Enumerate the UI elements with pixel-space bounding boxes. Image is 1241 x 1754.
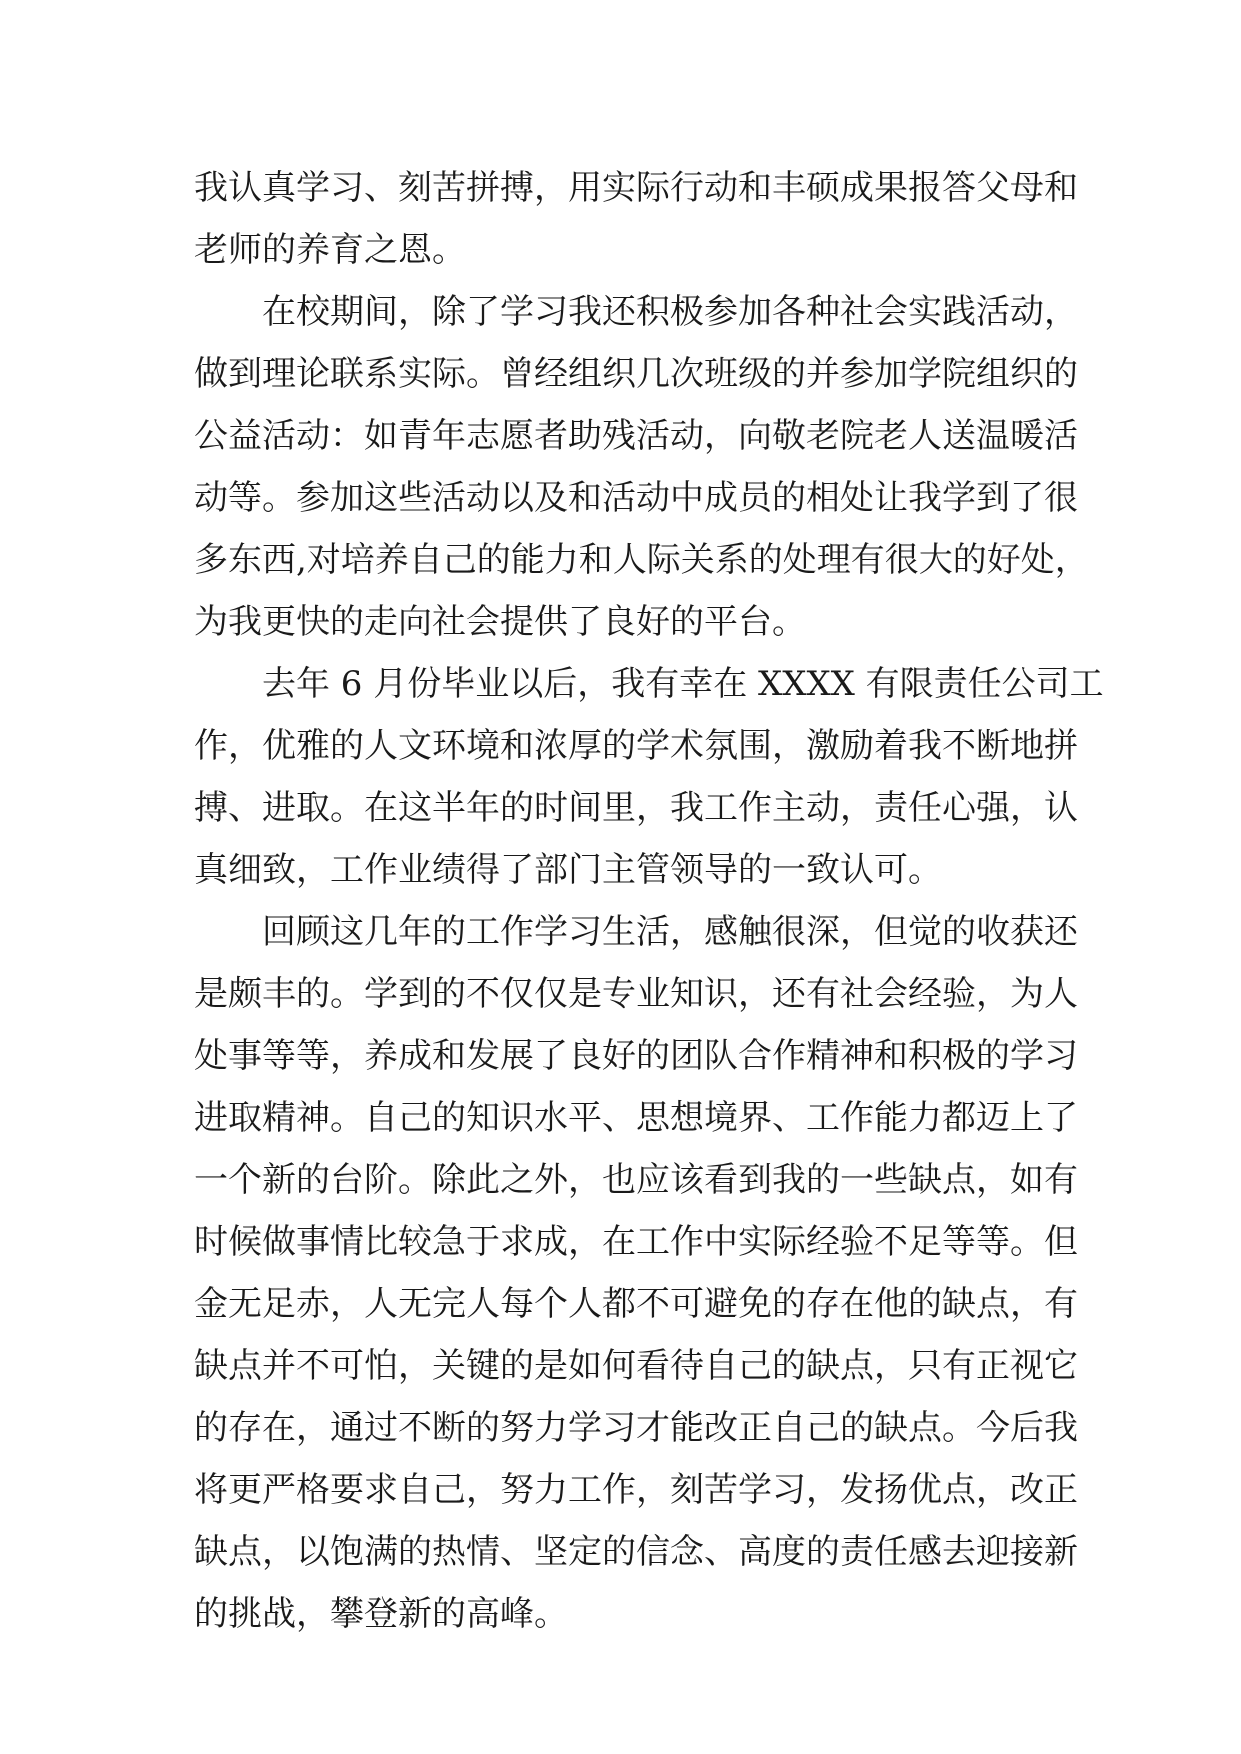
text-line: 缺点，以饱满的热情、坚定的信念、高度的责任感去迎接新 — [194, 1532, 1078, 1572]
text-line: 动等。参加这些活动以及和活动中成员的相处让我学到了很 — [194, 478, 1078, 518]
document-body — [194, 157, 1104, 1645]
text-line: 的挑战，攀登新的高峰。 — [194, 1594, 568, 1634]
paragraph-first-line: 在校期间，除了学习我还积极参加各种社会实践活动， — [262, 292, 1078, 332]
text-line: 作，优雅的人文环境和浓厚的学术氛围，激励着我不断地拼 — [194, 726, 1078, 766]
text-line: 为我更快的走向社会提供了良好的平台。 — [194, 602, 806, 642]
text-line: 时候做事情比较急于求成，在工作中实际经验不足等等。但 — [194, 1222, 1078, 1262]
paragraph-first-line: 回顾这几年的工作学习生活，感触很深，但觉的收获还 — [262, 912, 1078, 952]
text-line: 金无足赤，人无完人每个人都不可避免的存在他的缺点，有 — [194, 1284, 1078, 1324]
text-line: 我认真学习、刻苦拼搏，用实际行动和丰硕成果报答父母和 — [194, 168, 1078, 208]
text-line: 缺点并不可怕，关键的是如何看待自己的缺点，只有正视它 — [194, 1346, 1078, 1386]
text-line: 的存在，通过不断的努力学习才能改正自己的缺点。今后我 — [194, 1408, 1078, 1448]
text-line: 多东西,对培养自己的能力和人际关系的处理有很大的好处， — [194, 540, 1089, 580]
text-line: 进取精神。自己的知识水平、思想境界、工作能力都迈上了 — [194, 1098, 1078, 1138]
text-line: 做到理论联系实际。曾经组织几次班级的并参加学院组织的 — [194, 354, 1078, 394]
text-line: 处事等等，养成和发展了良好的团队合作精神和积极的学习 — [194, 1036, 1078, 1076]
text-line: 是颇丰的。学到的不仅仅是专业知识，还有社会经验，为人 — [194, 974, 1078, 1014]
text-line: 公益活动：如青年志愿者助残活动，向敬老院老人送温暖活 — [194, 416, 1078, 456]
text-line: 一个新的台阶。除此之外，也应该看到我的一些缺点，如有 — [194, 1160, 1078, 1200]
text-line: 真细致，工作业绩得了部门主管领导的一致认可。 — [194, 850, 942, 890]
text-line: 将更严格要求自己，努力工作，刻苦学习，发扬优点，改正 — [194, 1470, 1078, 1510]
paragraph-first-line: 去年 6 月份毕业以后，我有幸在 XXXX 有限责任公司工 — [262, 664, 1104, 704]
text-line: 搏、进取。在这半年的时间里，我工作主动，责任心强，认 — [194, 788, 1078, 828]
text-line: 老师的养育之恩。 — [194, 230, 466, 270]
